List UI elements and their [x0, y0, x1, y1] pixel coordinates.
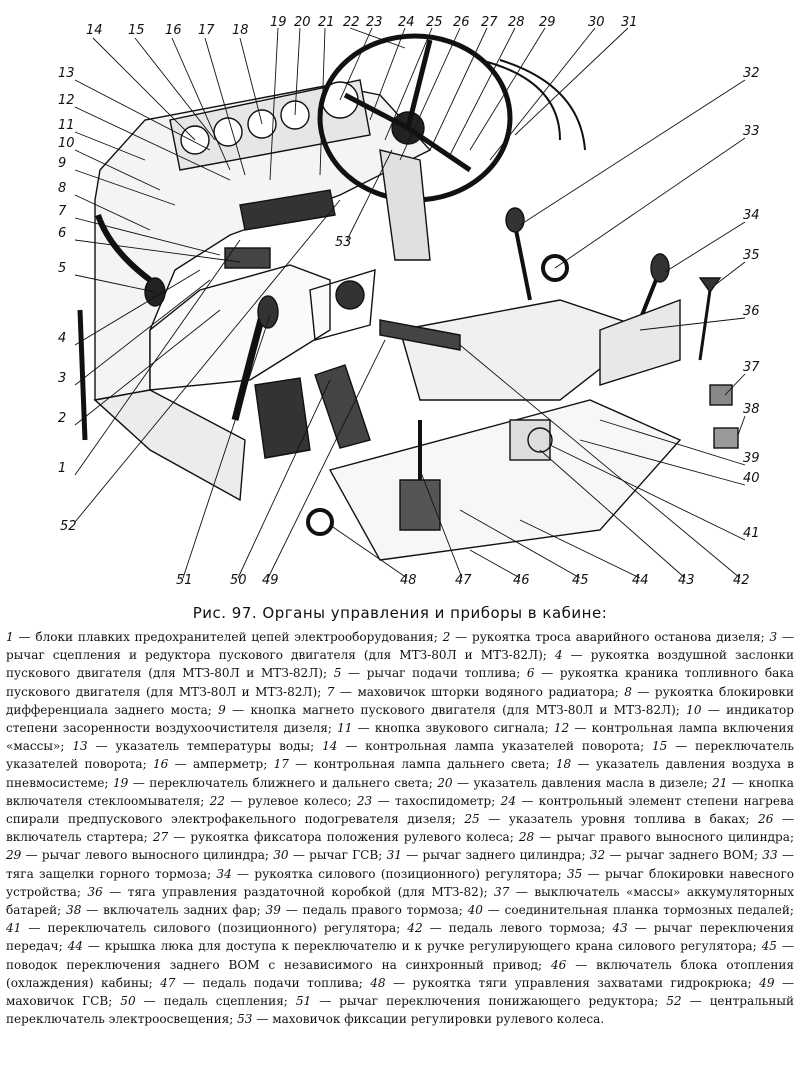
callout-9: 9 [58, 156, 67, 171]
legend-item-text: включатель стартера [6, 830, 144, 845]
legend-item-number: 2 [442, 630, 451, 644]
legend-item-number: 39 [265, 903, 281, 918]
legend-item: 53 — маховичок фиксации регулировки рулевого колеса. [237, 1012, 605, 1027]
callout-2: 2 [58, 411, 67, 426]
legend-item: 48 — рукоятка тяги управления захватами гидрокрюка; [370, 975, 760, 990]
legend-item: 19 — переключатель ближнего и дальнего света; [112, 775, 438, 790]
callout-22: 22 [343, 15, 360, 30]
legend-item-text: рычаг левого выносного цилиндра [41, 848, 265, 863]
legend-item-text: маховичок фиксации регулировки рулевого колеса [272, 1012, 601, 1027]
legend-item: 1 — блоки плавких предохранителей цепей электрооборудования; [6, 630, 443, 644]
legend-item-text: включатель блока отопления (охлаждения) кабины [6, 957, 794, 990]
legend-item-text: переключатель указателей поворота [6, 739, 794, 772]
callout-50: 50 [230, 573, 247, 588]
legend-item: 18 — указатель давления воздуха в пневмосистеме; [6, 757, 794, 790]
legend-item-text: индикатор степени засоренности воздухоочистителя дизеля [6, 702, 794, 736]
legend-item-number: 41 [6, 921, 22, 936]
callout-11: 11 [58, 118, 75, 133]
legend-item-text: тяга управления раздаточной коробкой (для МТЗ-82) [127, 884, 484, 899]
legend-item: 7 — маховичок шторки водяного радиатора; [326, 684, 625, 699]
legend-item: 16 — амперметр; [152, 757, 274, 772]
legend-item-text: контрольная лампа указателей поворота [365, 739, 641, 754]
legend-item: 36 — тяга управления раздаточной коробкой (для МТЗ-82); [87, 884, 495, 899]
legend-item-text: педаль сцепления [163, 994, 284, 1009]
legend-item-text: педаль правого тормоза [302, 903, 459, 918]
legend-item: 5 — рычаг подачи топлива; [333, 666, 527, 681]
legend-item-number: 20 [437, 775, 453, 790]
legend-item-text: указатель уровня топлива в баках [508, 812, 746, 827]
legend-item-text: контрольный элемент степени нагрева спирали предпускового электрофакельного подогревателя дизеля [6, 793, 794, 827]
legend-item-number: 13 [72, 739, 88, 754]
legend-item: 34 — рукоятка силового (позиционного) регулятора; [216, 866, 567, 881]
legend-item-number: 8 [624, 684, 632, 699]
legend-item: 4 — рукоятка воздушной заслонки пускового двигателя (для МТЗ-80Л и МТЗ-82Л); [6, 648, 794, 681]
legend-item-number: 4 [554, 648, 563, 663]
legend-item-number: 18 [555, 757, 572, 772]
legend-item-text: рукоятка троса аварийного останова дизеля [472, 630, 761, 644]
legend-item-text: рычаг подачи топлива [366, 666, 517, 681]
callout-29: 29 [539, 15, 556, 30]
legend-item-number: 36 [87, 884, 103, 899]
legend-item-number: 1 [6, 630, 14, 644]
legend-item-number: 24 [500, 793, 517, 808]
legend-item: 13 — указатель температуры воды; [72, 739, 323, 754]
legend-item: 3 — рычаг сцепления и редуктора пускового двигателя (для МТЗ-80Л и МТЗ-82Л); [6, 630, 795, 663]
legend-item-number: 35 [566, 866, 583, 881]
callout-13: 13 [58, 66, 75, 81]
callout-8: 8 [58, 181, 67, 196]
legend-item: 51 — рычаг переключения понижающего редуктора; [295, 994, 667, 1009]
callout-38: 38 [743, 402, 760, 417]
legend-item-text: амперметр [192, 757, 264, 772]
legend-item-text: соединительная планка тормозных педалей [504, 903, 790, 918]
legend-item-number: 25 [464, 812, 480, 827]
legend-item-text: педаль левого тормоза [448, 921, 602, 936]
callout-23: 23 [366, 15, 383, 30]
legend-item-number: 30 [273, 848, 289, 863]
legend-item-number: 47 [160, 975, 176, 990]
legend-item-number: 32 [589, 848, 606, 863]
figure-legend [6, 628, 794, 1028]
legend-item-number: 27 [152, 830, 169, 845]
legend-item-text: указатель давления масла в дизеле [473, 775, 704, 790]
legend-item: 41 — переключатель силового (позиционного) регулятора; [6, 921, 408, 936]
legend-item: 14 — контрольная лампа указателей поворота; [322, 739, 653, 754]
legend-item-number: 38 [66, 903, 82, 918]
callout-10: 10 [58, 136, 75, 151]
callout-21: 21 [318, 15, 335, 30]
legend-item-number: 3 [769, 630, 778, 644]
callout-4: 4 [58, 331, 67, 346]
legend-item: 29 — рычаг левого выносного цилиндра; [6, 848, 274, 863]
legend-item-number: 19 [112, 775, 129, 790]
callout-14: 14 [86, 23, 103, 38]
legend-item-text: рычаг правого выносного цилиндра [556, 830, 790, 845]
legend-item: 17 — контрольная лампа дальнего света; [273, 757, 556, 772]
legend-item-text: крышка люка для доступа к переключателю и к ручке регулирующего крана силового регулятора [104, 939, 753, 954]
legend-item: 6 — рукоятка краника топливного бака пускового двигателя (для МТЗ-80Л и МТЗ-82Л); [6, 666, 794, 699]
callout-31: 31 [621, 15, 638, 30]
legend-item-text: включатель задних фар [103, 903, 257, 918]
legend-item-text: маховичок шторки водяного радиатора [357, 684, 615, 699]
legend-item-text: рукоятка силового (позиционного) регулятора [254, 866, 558, 881]
callout-41: 41 [743, 526, 760, 541]
callout-39: 39 [743, 451, 760, 466]
legend-item-text: контрольная лампа включения «массы» [6, 721, 794, 754]
callout-37: 37 [743, 360, 760, 375]
legend-item-number: 45 [761, 939, 777, 954]
legend-item-text: маховичок ГСВ [6, 994, 109, 1009]
legend-item-number: 11 [337, 721, 353, 736]
legend-item-number: 33 [762, 848, 778, 863]
legend-item-text: переключатель ближнего и дальнего света [149, 775, 429, 790]
legend-item-number: 15 [652, 739, 668, 754]
callout-1: 1 [58, 461, 67, 476]
cab-drawing [80, 36, 738, 560]
legend-item-number: 5 [333, 666, 342, 681]
legend-item-number: 14 [322, 739, 338, 754]
callout-12: 12 [58, 93, 75, 108]
legend-item: 52 — центральный переключатель электроосвещения; [6, 994, 795, 1027]
callout-3: 3 [58, 371, 67, 386]
callout-36: 36 [743, 304, 760, 319]
legend-item-number: 12 [553, 721, 570, 736]
legend-item: 24 — контрольный элемент степени нагрева спирали предпускового электрофакельного подогревателя дизеля; [6, 793, 794, 827]
legend-item: 21 — кнопка включателя стеклоомывателя; [6, 775, 794, 808]
legend-item: 38 — включатель задних фар; [66, 903, 266, 918]
legend-item-number: 49 [759, 975, 775, 990]
callout-53: 53 [335, 235, 352, 250]
legend-item-text: рычаг переключения понижающего редуктора [339, 994, 655, 1009]
legend-item: 40 — соединительная планка тормозных педалей; [467, 903, 794, 918]
legend-item: 44 — крышка люка для доступа к переключателю и к ручке регулирующего крана силового регулятора; [67, 939, 762, 954]
callout-18: 18 [232, 23, 249, 38]
legend-item-number: 42 [407, 921, 423, 936]
legend-item: 22 — рулевое колесо; [209, 793, 357, 808]
callout-30: 30 [588, 15, 605, 30]
callout-24: 24 [398, 15, 415, 30]
legend-item-text: рычаг переключения передач [6, 921, 794, 954]
legend-item-number: 46 [550, 957, 567, 972]
legend-item-text: рычаг блокировки навесного устройства [6, 866, 795, 899]
legend-item-number: 23 [356, 793, 373, 808]
callout-35: 35 [743, 248, 760, 263]
legend-item-number: 28 [518, 830, 535, 845]
callout-15: 15 [128, 23, 145, 38]
legend-item-text: контрольная лампа дальнего света [313, 757, 546, 772]
callout-19: 19 [270, 15, 287, 30]
callout-25: 25 [426, 15, 443, 30]
legend-item-text: тяга защелки горного тормоза [6, 866, 208, 881]
callout-6: 6 [58, 226, 67, 241]
legend-item-number: 52 [666, 994, 682, 1009]
legend-item: 43 — рычаг переключения передач; [6, 921, 794, 954]
legend-item-text: кнопка звукового сигнала [374, 721, 545, 736]
legend-item-text: кнопка включателя стеклоомывателя [6, 775, 794, 808]
legend-item: 9 — кнопка магнето пускового двигателя (для МТЗ-80Л и МТЗ-82Л); [218, 702, 687, 717]
legend-item-number: 17 [273, 757, 289, 772]
legend-item: 28 — рычаг правого выносного цилиндра; [518, 830, 794, 845]
legend-item-text: рычаг сцепления и редуктора пускового двигателя (для МТЗ-80Л и МТЗ-82Л) [6, 648, 543, 663]
legend-item-text: рычаг ГСВ [309, 848, 379, 863]
legend-item: 37 — выключатель «массы» аккумуляторных батарей; [6, 884, 794, 918]
legend-item-number: 29 [6, 848, 22, 863]
callout-32: 32 [743, 66, 760, 81]
callout-26: 26 [453, 15, 470, 30]
legend-item: 15 — переключатель указателей поворота; [6, 739, 794, 772]
legend-item: 42 — педаль левого тормоза; [407, 921, 613, 936]
legend-item-number: 22 [209, 793, 225, 808]
callout-44: 44 [632, 573, 649, 588]
legend-item-number: 44 [67, 939, 83, 954]
legend-item: 32 — рычаг заднего ВОМ; [589, 848, 763, 863]
legend-item: 27 — рукоятка фиксатора положения рулевого колеса; [152, 830, 519, 845]
legend-item: 45 — поводок переключения заднего ВОМ с независимого на синхронный привод; [6, 939, 794, 972]
callout-51: 51 [176, 573, 193, 588]
legend-item-text: центральный переключатель электроосвещения [6, 994, 795, 1027]
legend-item-number: 40 [467, 903, 483, 918]
legend-item-text: рычаг заднего ВОМ [625, 848, 754, 863]
legend-item: 49 — маховичок ГСВ; [6, 975, 794, 1009]
legend-item: 31 — рычаг заднего цилиндра; [386, 848, 590, 863]
legend-item-text: кнопка магнето пускового двигателя (для МТЗ-80Л и МТЗ-82Л) [250, 702, 676, 717]
legend-item-text: педаль подачи топлива [202, 975, 359, 990]
legend-item: 47 — педаль подачи топлива; [160, 975, 371, 990]
legend-item-number: 48 [370, 975, 386, 990]
legend-item: 10 — индикатор степени засоренности воздухоочистителя дизеля; [6, 702, 794, 736]
legend-item: 50 — педаль сцепления; [120, 994, 296, 1009]
legend-item: 2 — рукоятка троса аварийного останова дизеля; [442, 630, 770, 644]
legend-item: 20 — указатель давления масла в дизеле; [437, 775, 713, 790]
callout-49: 49 [262, 573, 279, 588]
legend-item: 35 — рычаг блокировки навесного устройства; [6, 866, 795, 899]
legend-item-number: 34 [216, 866, 232, 881]
legend-item-text: указатель давления воздуха в пневмосистеме [6, 757, 794, 790]
callout-7: 7 [58, 204, 67, 219]
callout-48: 48 [400, 573, 417, 588]
legend-item-text: тахоспидометр [395, 793, 492, 808]
callout-40: 40 [743, 471, 760, 486]
legend-item-text: рукоятка краника топливного бака пускового двигателя (для МТЗ-80Л и МТЗ-82Л) [6, 666, 794, 699]
legend-item-text: поводок переключения заднего ВОМ с независимого на синхронный привод [6, 957, 539, 972]
legend-item-text: рукоятка блокировки дифференциала заднего моста [6, 684, 794, 717]
callout-17: 17 [198, 23, 215, 38]
legend-item-text: рычаг заднего цилиндра [422, 848, 582, 863]
legend-item-number: 50 [120, 994, 136, 1009]
legend-item-text: рулевое колесо [247, 793, 348, 808]
legend-item-number: 16 [152, 757, 169, 772]
legend-item-text: рукоятка фиксатора положения рулевого колеса [190, 830, 510, 845]
callout-33: 33 [743, 124, 760, 139]
legend-item-number: 21 [712, 775, 728, 790]
legend-item: 23 — тахоспидометр; [356, 793, 501, 808]
legend-item-number: 6 [526, 666, 535, 681]
legend-item: 26 — включатель стартера; [6, 812, 794, 845]
callout-5: 5 [58, 261, 67, 276]
callout-42: 42 [733, 573, 750, 588]
legend-item-text: рукоятка тяги управления захватами гидрокрюка [412, 975, 748, 990]
legend-item-text: блоки плавких предохранителей цепей электрооборудования [35, 630, 434, 644]
legend-item: 33 — тяга защелки горного тормоза; [6, 848, 794, 881]
legend-item-number: 26 [758, 812, 774, 827]
legend-item-number: 9 [218, 702, 226, 717]
legend-item-number: 37 [494, 884, 510, 899]
legend-item: 11 — кнопка звукового сигнала; [337, 721, 554, 736]
callout-47: 47 [455, 573, 472, 588]
legend-item-text: рукоятка воздушной заслонки пускового двигателя (для МТЗ-80Л и МТЗ-82Л) [6, 648, 794, 681]
legend-item-number: 43 [612, 921, 628, 936]
legend-item-number: 7 [326, 684, 335, 699]
callout-28: 28 [508, 15, 525, 30]
legend-item-number: 10 [686, 702, 702, 717]
callout-43: 43 [678, 573, 695, 588]
legend-item: 25 — указатель уровня топлива в баках; [464, 812, 759, 827]
callout-52: 52 [60, 519, 77, 534]
legend-item: 30 — рычаг ГСВ; [273, 848, 387, 863]
callout-34: 34 [743, 208, 760, 223]
callout-16: 16 [165, 23, 182, 38]
callout-45: 45 [572, 573, 589, 588]
callout-27: 27 [481, 15, 498, 30]
legend-item: 12 — контрольная лампа включения «массы»; [6, 721, 794, 754]
callout-46: 46 [513, 573, 530, 588]
legend-item-text: указатель температуры воды [115, 739, 311, 754]
legend-item-text: выключатель «массы» аккумуляторных батарей [6, 884, 794, 918]
legend-item: 46 — включатель блока отопления (охлаждения) кабины; [6, 957, 794, 990]
legend-item: 39 — педаль правого тормоза; [265, 903, 468, 918]
callout-20: 20 [294, 15, 311, 30]
legend-item-text: переключатель силового (позиционного) регулятора [47, 921, 397, 936]
legend-item: 8 — рукоятка блокировки дифференциала заднего моста; [6, 684, 794, 717]
figure-caption: Рис. 97. Органы управления и приборы в кабине: [192, 604, 608, 622]
legend-item-number: 31 [386, 848, 402, 863]
legend-item-number: 51 [295, 994, 312, 1009]
legend-item-number: 53 [237, 1012, 253, 1027]
